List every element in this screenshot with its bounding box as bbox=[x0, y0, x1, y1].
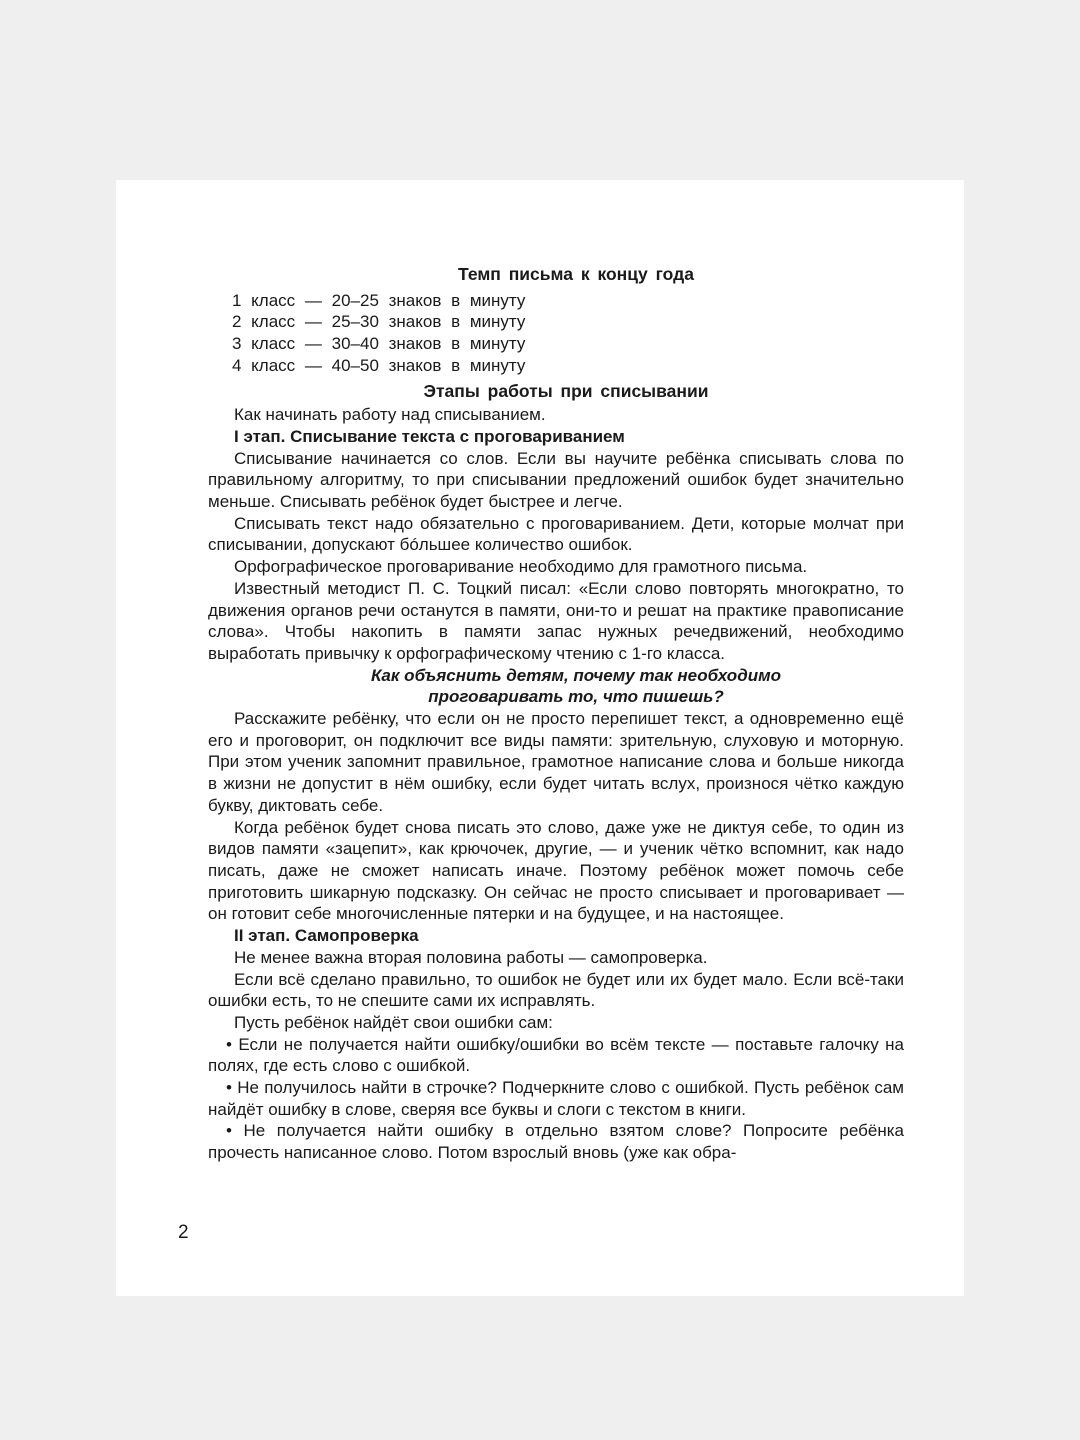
question-heading-line1: Как объяснить детям, почему так необходимо bbox=[370, 665, 782, 685]
bullet-item: • Не получается найти ошибку в отдельно взятом слове? Попросите ребёнка прочесть написанное слово. Потом взрослый вновь (уже как обра- bbox=[208, 1121, 904, 1163]
tempo-heading: Темп письма к концу года bbox=[458, 264, 694, 284]
tempo-row: 1 класс — 20–25 знаков в минуту bbox=[232, 290, 526, 310]
paragraph: Списывание начинается со слов. Если вы научите ребёнка списывать слова по правильному алгоритму, то при списывании предложений ошибок будет значительно меньше. Списывать ребёнок будет быстрее и легче. bbox=[208, 448, 904, 512]
paragraph: Пусть ребёнок найдёт свои ошибки сам: bbox=[234, 1012, 553, 1032]
stages-heading: Этапы работы при списывании bbox=[423, 380, 709, 401]
paragraph: Известный методист П. С. Тоцкий писал: «Если слово повторять многократно, то движения органов речи останутся в памяти, они-то и решат на практике правописание слова». Чтобы накопить в памяти запас нужных речедвижений, необходимо выработать привычку к орфографическому чтению с 1-го класса. bbox=[208, 578, 904, 663]
paragraph: Орфографическое проговаривание необходимо для грамотного письма. bbox=[234, 557, 808, 577]
paragraph: Если всё сделано правильно, то ошибок не будет или их будет мало. Если всё-таки ошибки есть, то не спешите сами их исправлять. bbox=[208, 969, 904, 1011]
paragraph: Списывать текст надо обязательно с проговариванием. Дети, которые молчат при списывании, допускают бóльшее количество ошибок. bbox=[208, 513, 904, 555]
question-heading-line2: проговаривать то, что пишешь? bbox=[428, 687, 724, 707]
stage2-heading: II этап. Самопроверка bbox=[234, 926, 419, 946]
bullet-item: • Не получилось найти в строчке? Подчеркните слово с ошибкой. Пусть ребёнок сам найдёт ошибку в слове, сверяя все буквы и слоги с текстом в книги. bbox=[208, 1078, 904, 1119]
bullet-item: • Если не получается найти ошибку/ошибки во всём тексте — поставьте галочку на полях, где есть слово с ошибкой. bbox=[208, 1034, 904, 1076]
tempo-list bbox=[208, 290, 904, 377]
page-number: 2 bbox=[178, 1222, 189, 1243]
book-page bbox=[116, 180, 964, 1296]
tempo-row: 3 класс — 30–40 знаков в минуту bbox=[232, 334, 526, 354]
intro-paragraph: Как начинать работу над списыванием. bbox=[234, 405, 546, 425]
paragraph: Не менее важна вторая половина работы — самопроверка. bbox=[234, 947, 708, 967]
paragraph: Когда ребёнок будет снова писать это слово, даже уже не диктуя себе, то один из видов памяти «зацепит», как крючочек, другие, — и ученик чётко вспомнит, как надо писать, даже не сможет написать иначе. Поэтому ребёнок может помочь себе приготовить шикарную подсказку. Он сейчас не просто списывает и проговаривает — он готовит себе многочисленные пятерки и на будущее, и на настоящее. bbox=[208, 817, 904, 924]
tempo-row: 2 класс — 25–30 знаков в минуту bbox=[232, 312, 526, 332]
stage1-heading: I этап. Списывание текста с проговариванием bbox=[234, 426, 625, 446]
page-content bbox=[208, 264, 904, 1164]
tempo-row: 4 класс — 40–50 знаков в минуту bbox=[232, 355, 526, 375]
paragraph: Расскажите ребёнку, что если он не просто перепишет текст, а одновременно ещё его и проговорит, он подключит все виды памяти: зрительную, слуховую и моторную. При этом ученик запомнит правильное, грамотное написание слова и больше никогда в жизни не допустит в нём ошибку, если будет читать вслух, произнося чётко каждую букву, диктовать себе. bbox=[208, 709, 904, 815]
